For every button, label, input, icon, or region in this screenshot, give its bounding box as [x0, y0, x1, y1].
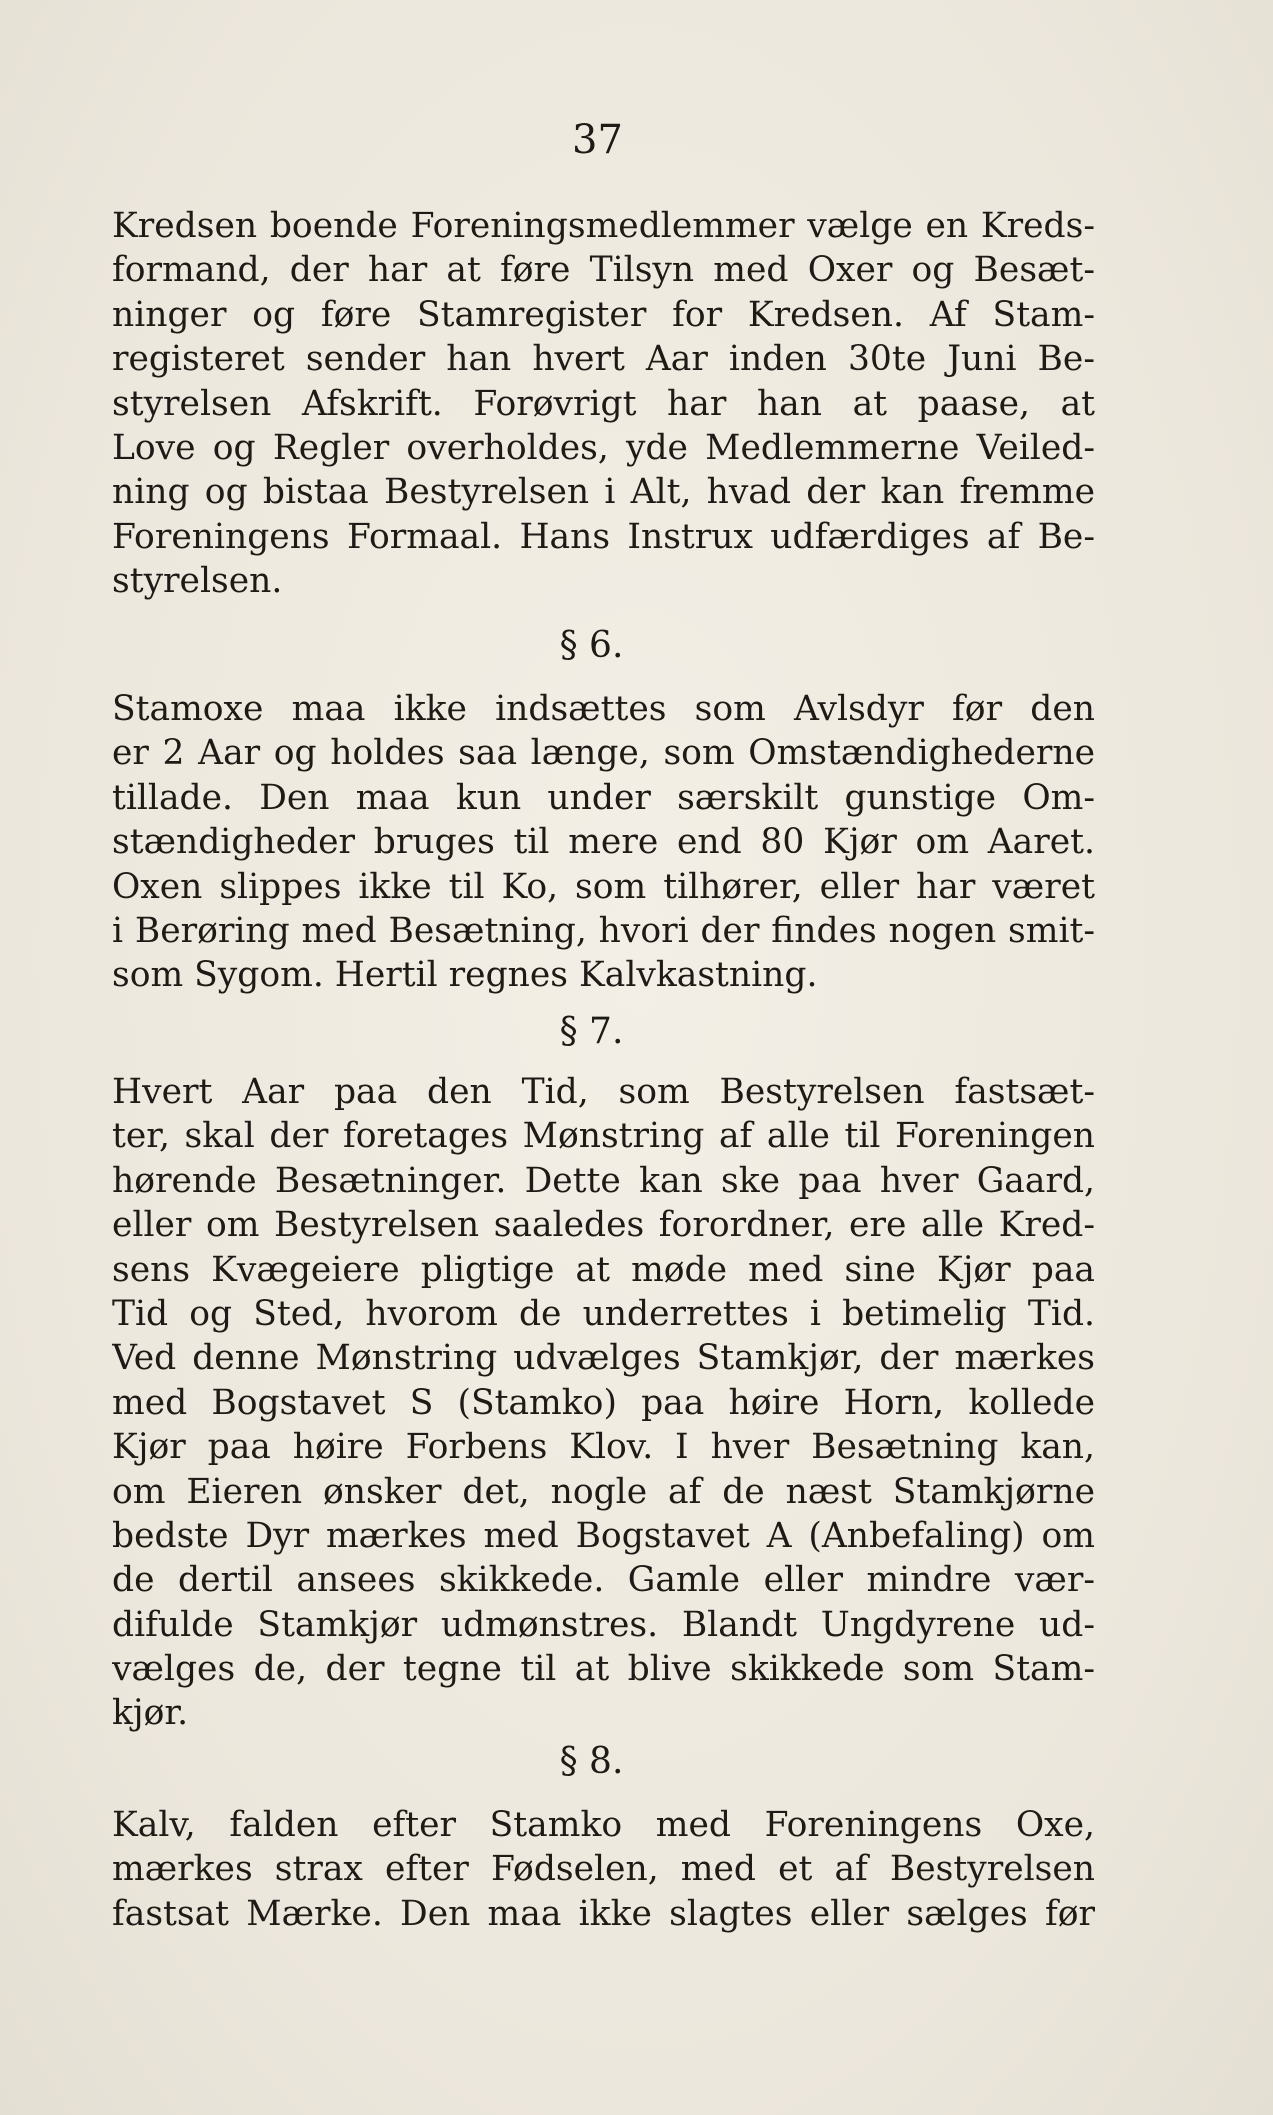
- text-line: Tid og Sted, hvorom de underrettes i betimelig Tid.: [112, 1293, 1095, 1334]
- text-line: Kalv, falden efter Stamko med Foreningens Oxe,: [112, 1805, 1095, 1845]
- paragraph-kredsformand: [112, 204, 1095, 604]
- text-line: sens Kvægeiere pligtige at møde med sine Kjør paa: [112, 1249, 1095, 1290]
- text-line: om Eieren ønsker det, nogle af de næst Stamkjørne: [112, 1471, 1095, 1512]
- text-line: Kjør paa høire Forbens Klov. I hver Besætning kan,: [112, 1427, 1095, 1468]
- text-line: styrelsen.: [112, 561, 283, 602]
- text-line: formand, der har at føre Tilsyn med Oxer og Besæt-: [112, 250, 1095, 291]
- text-line: Oxen slippes ikke til Ko, som tilhører, eller har været: [112, 866, 1095, 907]
- section-heading-6: § 6.: [559, 625, 624, 666]
- text-line: tillade. Den maa kun under særskilt gunstige Om-: [112, 777, 1095, 818]
- text-line: ninger og føre Stamregister for Kredsen. Af Stam-: [112, 294, 1095, 335]
- paragraph-section-8: [112, 1803, 1095, 1936]
- text-line: bedste Dyr mærkes med Bogstavet A (Anbefaling) om: [112, 1515, 1095, 1556]
- section-heading-7: § 7.: [559, 1011, 624, 1052]
- text-line: stændigheder bruges til mere end 80 Kjør om Aaret.: [112, 822, 1095, 863]
- text-line: Foreningens Formaal. Hans Instrux udfærdiges af Be-: [112, 516, 1095, 557]
- text-line: med Bogstavet S (Stamko) paa høire Horn, kollede: [112, 1382, 1095, 1423]
- text-line: Love og Regler overholdes, yde Medlemmerne Veiled-: [112, 427, 1095, 468]
- page-number: 37: [572, 117, 623, 163]
- text-line: som Sygom. Hertil regnes Kalvkastning.: [112, 955, 818, 996]
- text-line: Hvert Aar paa den Tid, som Bestyrelsen fastsæt-: [112, 1072, 1095, 1112]
- text-line: i Berøring med Besætning, hvori der findes nogen smit-: [112, 910, 1095, 951]
- text-line: difulde Stamkjør udmønstres. Blandt Ungdyrene ud-: [112, 1604, 1095, 1645]
- text-line: ter, skal der foretages Mønstring af alle til Foreningen: [112, 1116, 1095, 1157]
- paragraph-section-7: [112, 1070, 1095, 1736]
- text-line: er 2 Aar og holdes saa længe, som Omstændighederne: [112, 733, 1095, 774]
- text-line: mærkes strax efter Fødselen, med et af Bestyrelsen: [112, 1849, 1095, 1890]
- text-line: Kredsen boende Foreningsmedlemmer vælge en Kreds-: [112, 206, 1095, 246]
- text-line: hørende Besætninger. Dette kan ske paa hver Gaard,: [112, 1160, 1095, 1201]
- text-line: eller om Bestyrelsen saaledes forordner, ere alle Kred-: [112, 1205, 1095, 1246]
- text-line: styrelsen Afskrift. Forøvrigt har han at paase, at: [112, 383, 1095, 424]
- text-line: kjør.: [112, 1693, 189, 1734]
- text-line: Stamoxe maa ikke indsættes som Avlsdyr før den: [112, 689, 1095, 729]
- text-line: Ved denne Mønstring udvælges Stamkjør, der mærkes: [112, 1338, 1095, 1379]
- section-heading-8: § 8.: [559, 1741, 624, 1782]
- text-line: de dertil ansees skikkede. Gamle eller mindre vær-: [112, 1560, 1095, 1601]
- text-line: vælges de, der tegne til at blive skikkede som Stam-: [112, 1649, 1095, 1690]
- text-line: registeret sender han hvert Aar inden 30te Juni Be-: [112, 339, 1095, 380]
- text-line: fastsat Mærke. Den maa ikke slagtes eller sælges før: [112, 1893, 1095, 1934]
- text-line: ning og bistaa Bestyrelsen i Alt, hvad der kan fremme: [112, 472, 1095, 513]
- paragraph-section-6: [112, 687, 1095, 998]
